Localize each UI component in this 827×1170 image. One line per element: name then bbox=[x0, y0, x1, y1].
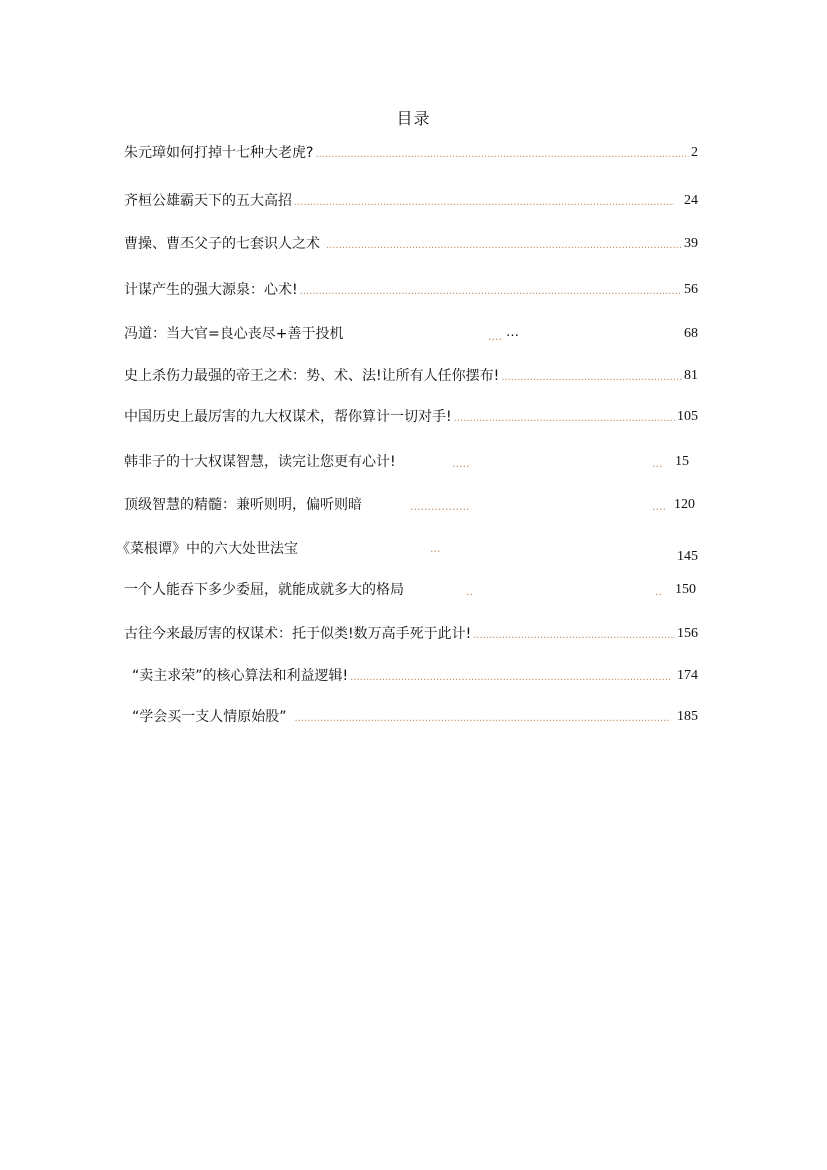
dot-leader-fragment: ................. bbox=[410, 500, 470, 513]
toc-entry-page: 2 bbox=[691, 145, 698, 160]
toc-entry-page: 15 bbox=[675, 454, 689, 469]
toc-entry-label: 中国历史上最厉害的九大权谋术，帮你算计一切对手! bbox=[124, 409, 452, 425]
dot-leader bbox=[350, 666, 671, 686]
dot-leader-fragment: ... bbox=[652, 457, 663, 470]
toc-entry-page: 68 bbox=[684, 326, 698, 341]
dot-leader bbox=[315, 143, 689, 163]
toc-entry-label: “学会买一支人情原始股” bbox=[132, 709, 287, 725]
toc-entry-page: 39 bbox=[684, 236, 698, 251]
toc-entry[interactable] bbox=[116, 537, 698, 564]
dot-leader bbox=[473, 624, 675, 644]
dot-leader-fragment: .... bbox=[488, 330, 502, 343]
dot-leader bbox=[454, 407, 675, 427]
toc-entry-label: 古往今来最厉害的权谋术：托于似类!数万高手死于此计! bbox=[124, 626, 472, 642]
toc-entry[interactable] bbox=[124, 450, 698, 472]
toc-title: 目录 bbox=[396, 109, 431, 128]
dot-leader bbox=[406, 580, 673, 600]
toc-entry-page: 24 bbox=[684, 193, 698, 208]
dot-leader bbox=[300, 280, 682, 300]
toc-entry-page: 120 bbox=[674, 497, 695, 512]
dot-leader bbox=[501, 366, 682, 386]
toc-entry[interactable] bbox=[124, 364, 698, 386]
ellipsis-mark: … bbox=[506, 325, 519, 340]
toc-entry[interactable] bbox=[124, 622, 698, 644]
dot-leader-fragment: ... bbox=[430, 542, 441, 555]
dot-leader bbox=[295, 707, 669, 727]
toc-entry[interactable] bbox=[124, 189, 698, 211]
toc-entry-page: 105 bbox=[677, 409, 698, 424]
toc-entry[interactable] bbox=[124, 141, 698, 163]
toc-entry-page: 145 bbox=[677, 549, 698, 564]
toc-entry-label: 计谋产生的强大源泉：心术! bbox=[124, 282, 298, 298]
dot-leader-fragment: .. bbox=[466, 585, 473, 598]
toc-entry-label: 《菜根谭》中的六大处世法宝 bbox=[116, 541, 298, 557]
toc-entry[interactable] bbox=[124, 322, 698, 344]
toc-entry[interactable] bbox=[124, 705, 698, 727]
dot-leader-fragment: ..... bbox=[452, 457, 470, 470]
toc-entry-label: 朱元璋如何打掉十七种大老虎? bbox=[124, 145, 314, 161]
toc-entry-label: 顶级智慧的精髓：兼听则明，偏听则暗 bbox=[124, 497, 362, 513]
toc-entry-label: 齐桓公雄霸天下的五大高招 bbox=[124, 193, 292, 209]
toc-entry-label: 韩非子的十大权谋智慧，读完让您更有心计! bbox=[124, 454, 396, 470]
toc-entry-label: 史上杀伤力最强的帝王之术：势、术、法!让所有人任你摆布! bbox=[124, 368, 500, 384]
toc-entry-page: 156 bbox=[677, 626, 698, 641]
toc-entry-page: 185 bbox=[677, 709, 698, 724]
toc-entry-page: 174 bbox=[677, 668, 698, 683]
toc-entry[interactable] bbox=[124, 278, 698, 300]
toc-entry[interactable] bbox=[124, 405, 698, 427]
toc-entry[interactable] bbox=[124, 232, 698, 254]
dot-leader bbox=[398, 452, 673, 472]
toc-entry-label: 冯道：当大官=良心丧尽+善于投机 bbox=[124, 326, 344, 342]
toc-entry[interactable] bbox=[124, 578, 698, 600]
toc-entry-page: 81 bbox=[684, 368, 698, 383]
toc-entry[interactable] bbox=[124, 664, 698, 686]
dot-leader bbox=[294, 191, 674, 211]
toc-entry-page: 150 bbox=[675, 582, 696, 597]
toc-entry-label: 一个人能吞下多少委屈，就能成就多大的格局 bbox=[124, 582, 404, 598]
toc-entry-label: “卖主求荣”的核心算法和利益逻辑! bbox=[132, 668, 349, 684]
dot-leader-fragment: .... bbox=[652, 500, 666, 513]
toc-entry-page: 56 bbox=[684, 282, 698, 297]
dot-leader-fragment: .. bbox=[655, 585, 662, 598]
dot-leader bbox=[326, 234, 682, 254]
dot-leader bbox=[300, 539, 675, 559]
toc-entry-label: 曹操、曹丕父子的七套识人之术 bbox=[124, 236, 320, 252]
